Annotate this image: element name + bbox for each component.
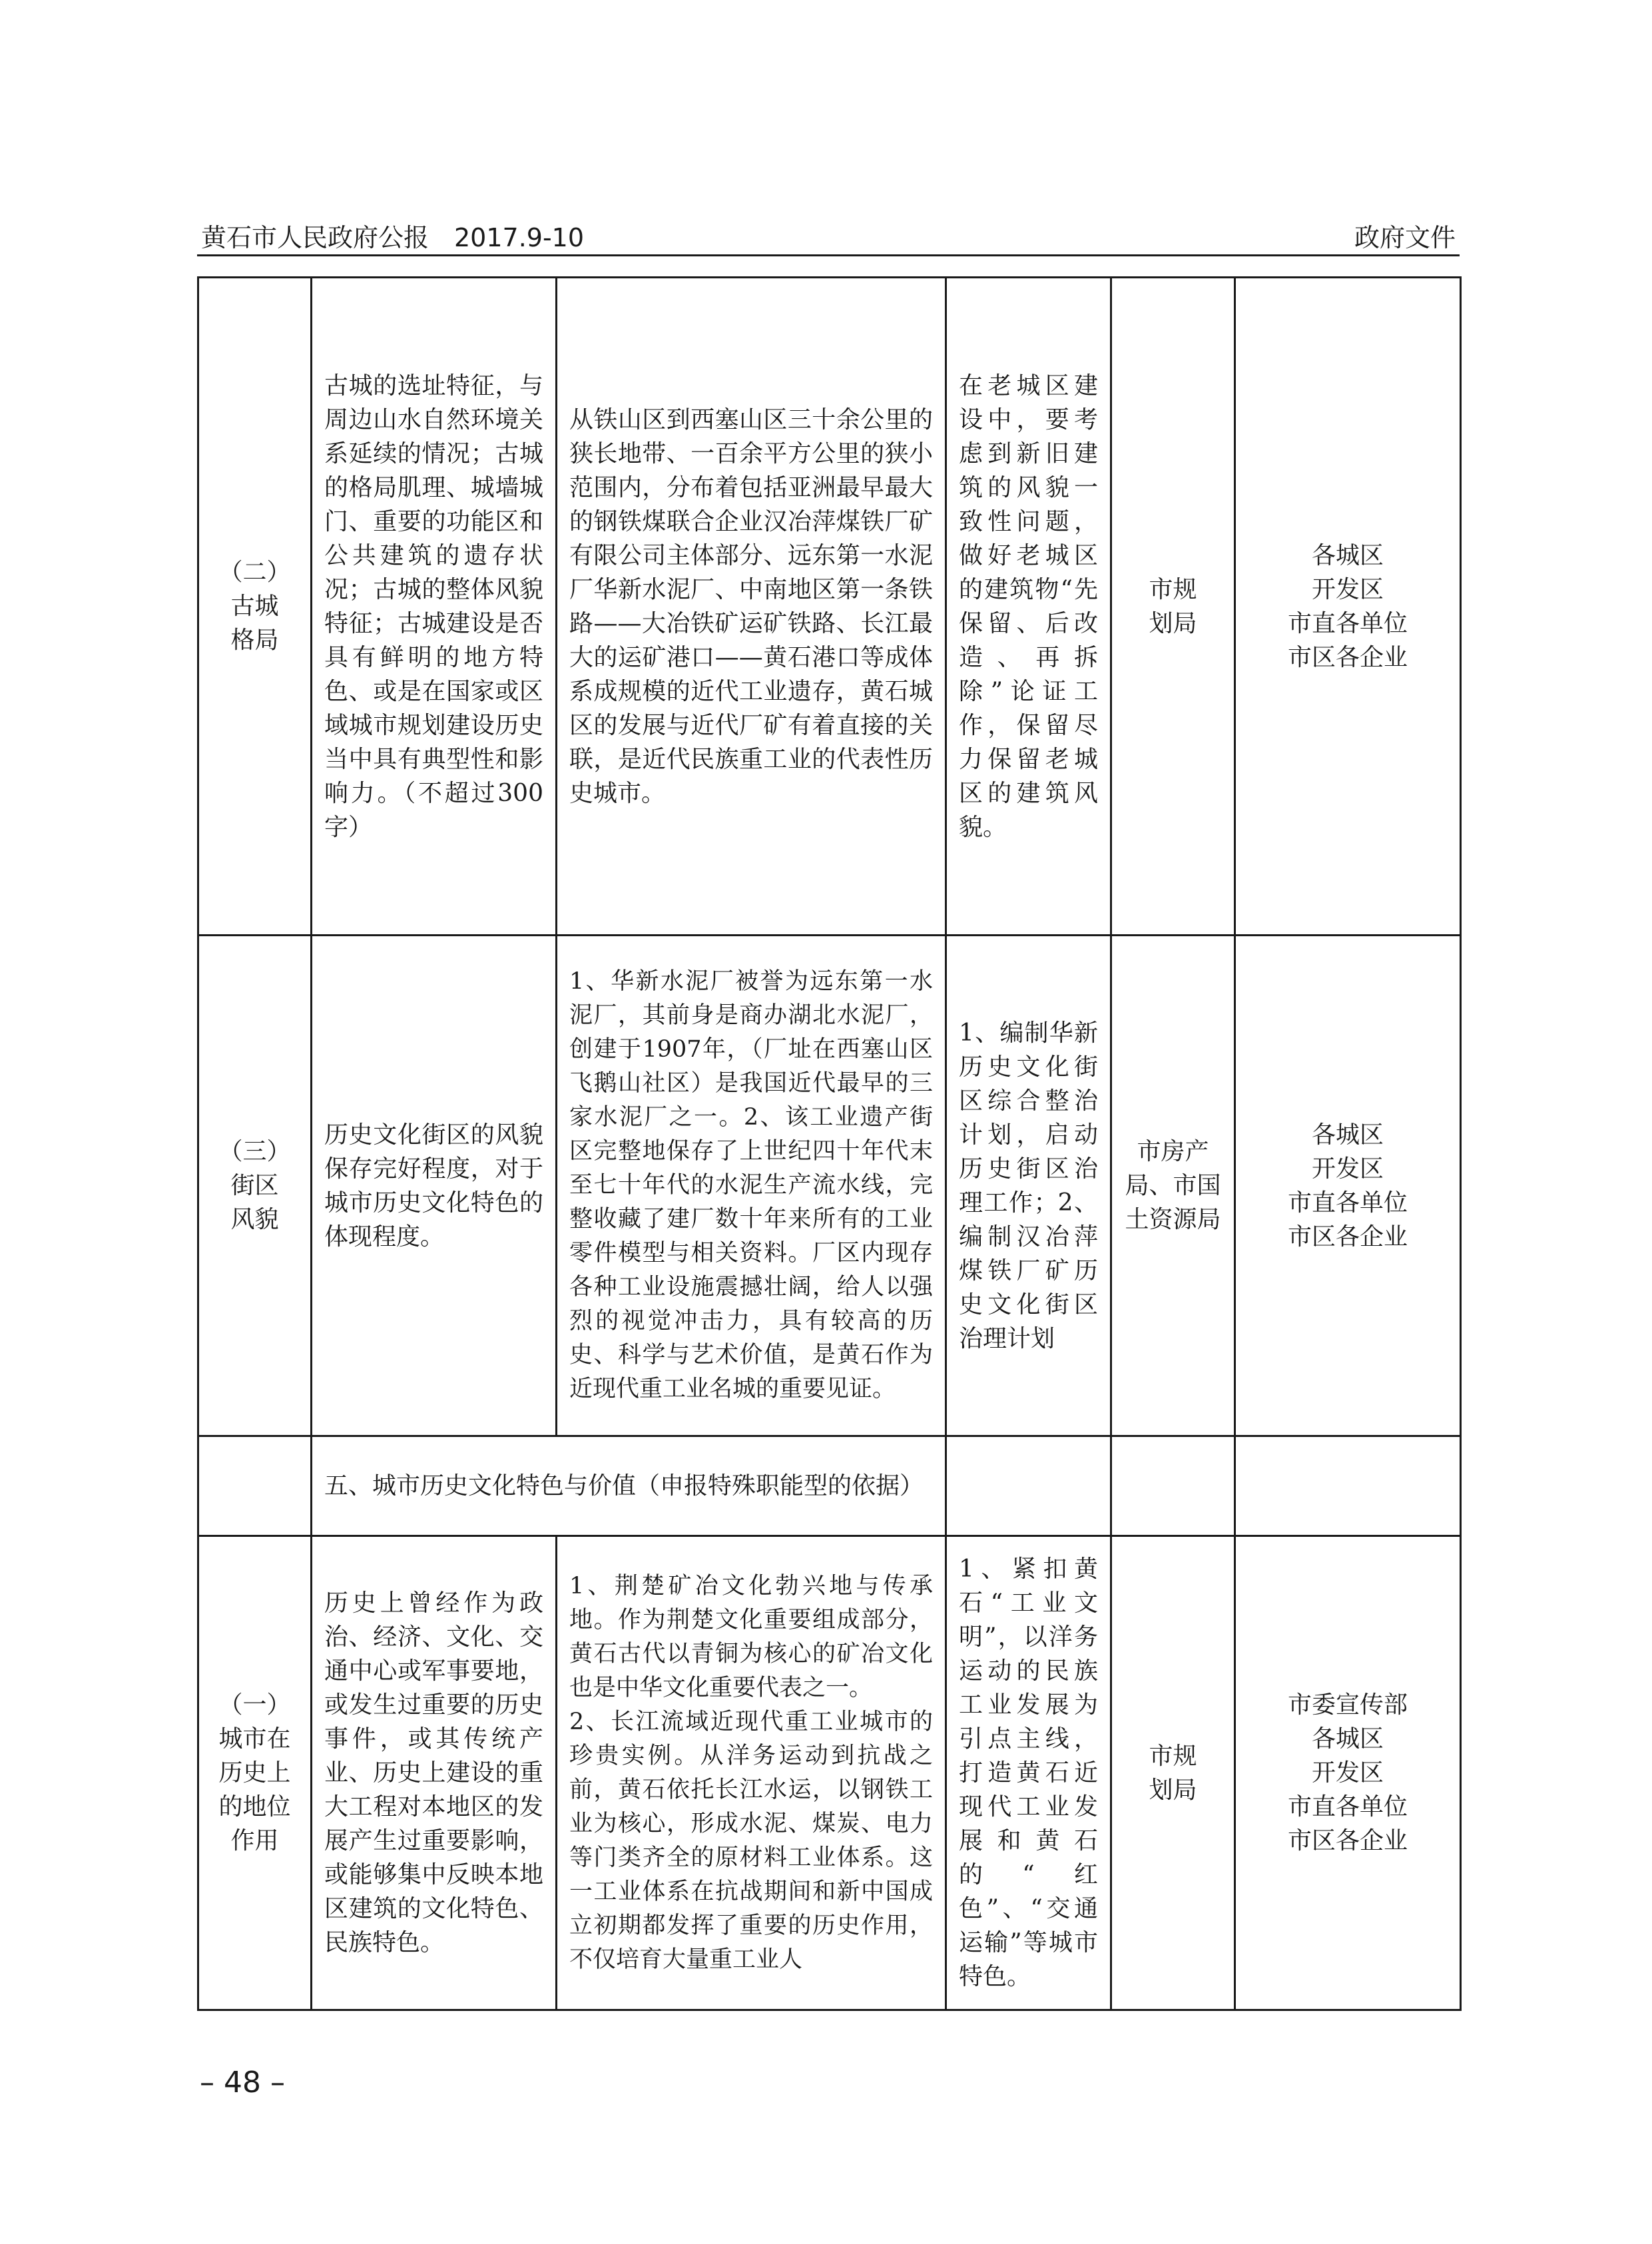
table-row xyxy=(198,936,1461,1436)
measures-cell: 1、编制华新历史文化街区综合整治计划，启动历史街区治理工作；2、编制汉冶萍煤铁厂矿历史文化街区治理计划 xyxy=(946,936,1111,1436)
header-rule xyxy=(197,254,1460,256)
lead-unit-cell: 市规 划局 xyxy=(1111,1536,1235,2010)
cooperate-unit-cell: 各城区 开发区 市直各单位 市区各企业 xyxy=(1235,936,1461,1436)
cooperate-unit-cell: 市委宣传部 各城区 开发区 市直各单位 市区各企业 xyxy=(1235,1536,1461,2010)
item-cell: （一） 城市在 历史上 的地位 作用 xyxy=(198,1536,312,2010)
status-cell: 从铁山区到西塞山区三十余公里的狭长地带、一百余平方公里的狭小范围内，分布着包括亚洲最早最大的钢铁煤联合企业汉冶萍煤铁厂矿有限公司主体部分、远东第一水泥厂华新水泥厂、中南地区第一条铁路——大冶铁矿运矿铁路、长江最大的运矿港口——黄石港口等成体系成规模的近代工业遗存，黄石城区的发展与近代厂矿有着直接的关联，是近代民族重工业的代表性历史城市。 xyxy=(557,278,946,936)
measures-cell: 1、紧扣黄石“工业文明”，以洋务运动的民族工业发展为引点主线，打造黄石近现代工业发展和黄石的“红色”、“交通运输”等城市特色。 xyxy=(946,1536,1111,2010)
table-row xyxy=(198,278,1461,936)
publication-title: 黄石市人民政府公报 2017.9-10 xyxy=(201,223,585,252)
page-header xyxy=(197,212,1460,253)
page-number: – 48 – xyxy=(200,2066,285,2100)
criteria-cell: 历史文化街区的风貌保存完好程度，对于城市历史文化特色的体现程度。 xyxy=(312,936,557,1436)
cooperate-unit-cell: 各城区 开发区 市直各单位 市区各企业 xyxy=(1235,278,1461,936)
table-row xyxy=(198,1536,1461,2010)
item-cell: （三） 街区 风貌 xyxy=(198,936,312,1436)
section-title-cell: 五、城市历史文化特色与价值（申报特殊职能型的依据） xyxy=(312,1436,946,1536)
status-cell xyxy=(557,1536,946,2010)
item-cell: （二） 古城 格局 xyxy=(198,278,312,936)
status-paragraph: 1、荆楚矿冶文化勃兴地与传承地。作为荆楚文化重要组成部分，黄石古代以青铜为核心的矿冶文化也是中华文化重要代表之一。 xyxy=(569,1572,933,1701)
document-table xyxy=(197,276,1462,2011)
lead-unit-cell: 市房产局、市国土资源局 xyxy=(1111,936,1235,1436)
criteria-cell: 古城的选址特征，与周边山水自然环境关系延续的情况；古城的格局肌理、城墙城门、重要的功能区和公共建筑的遗存状况；古城的整体风貌特征；古城建设是否具有鲜明的地方特色、或是在国家或区域城市规划建设历史当中具有典型性和影响力。（不超过300字） xyxy=(312,278,557,936)
criteria-cell: 历史上曾经作为政治、经济、文化、交通中心或军事要地，或发生过重要的历史事件，或其传统产业、历史上建设的重大工程对本地区的发展产生过重要影响，或能够集中反映本地区建筑的文化特色、民族特色。 xyxy=(312,1536,557,2010)
empty-cell xyxy=(198,1436,312,1536)
status-paragraph: 2、长江流域近现代重工业城市的珍贵实例。从洋务运动到抗战之前，黄石依托长江水运，以钢铁工业为核心，形成水泥、煤炭、电力等门类齐全的原材料工业体系。这一工业体系在抗战期间和新中国成立初期都发挥了重要的历史作用，不仅培育大量重工业人 xyxy=(569,1708,933,1973)
lead-unit-cell: 市规 划局 xyxy=(1111,278,1235,936)
status-cell: 1、华新水泥厂被誉为远东第一水泥厂，其前身是商办湖北水泥厂，创建于1907年，（厂址在西塞山区飞鹅山社区）是我国近代最早的三家水泥厂之一。2、该工业遗产街区完整地保存了上世纪四十年代末至七十年代的水泥生产流水线，完整收藏了建厂数十年来所有的工业零件模型与相关资料。厂区内现存各种工业设施震撼壮阔，给人以强烈的视觉冲击力，具有较高的历史、科学与艺术价值，是黄石作为近现代重工业名城的重要见证。 xyxy=(557,936,946,1436)
section-label: 政府文件 xyxy=(1354,223,1456,252)
empty-cell xyxy=(1111,1436,1235,1536)
empty-cell xyxy=(946,1436,1111,1536)
section-title-row xyxy=(198,1436,1461,1536)
empty-cell xyxy=(1235,1436,1461,1536)
measures-cell: 在老城区建设中，要考虑到新旧建筑的风貌一致性问题，做好老城区的建筑物“先保留、后改造、再拆除”论证工作，保留尽力保留老城区的建筑风貌。 xyxy=(946,278,1111,936)
